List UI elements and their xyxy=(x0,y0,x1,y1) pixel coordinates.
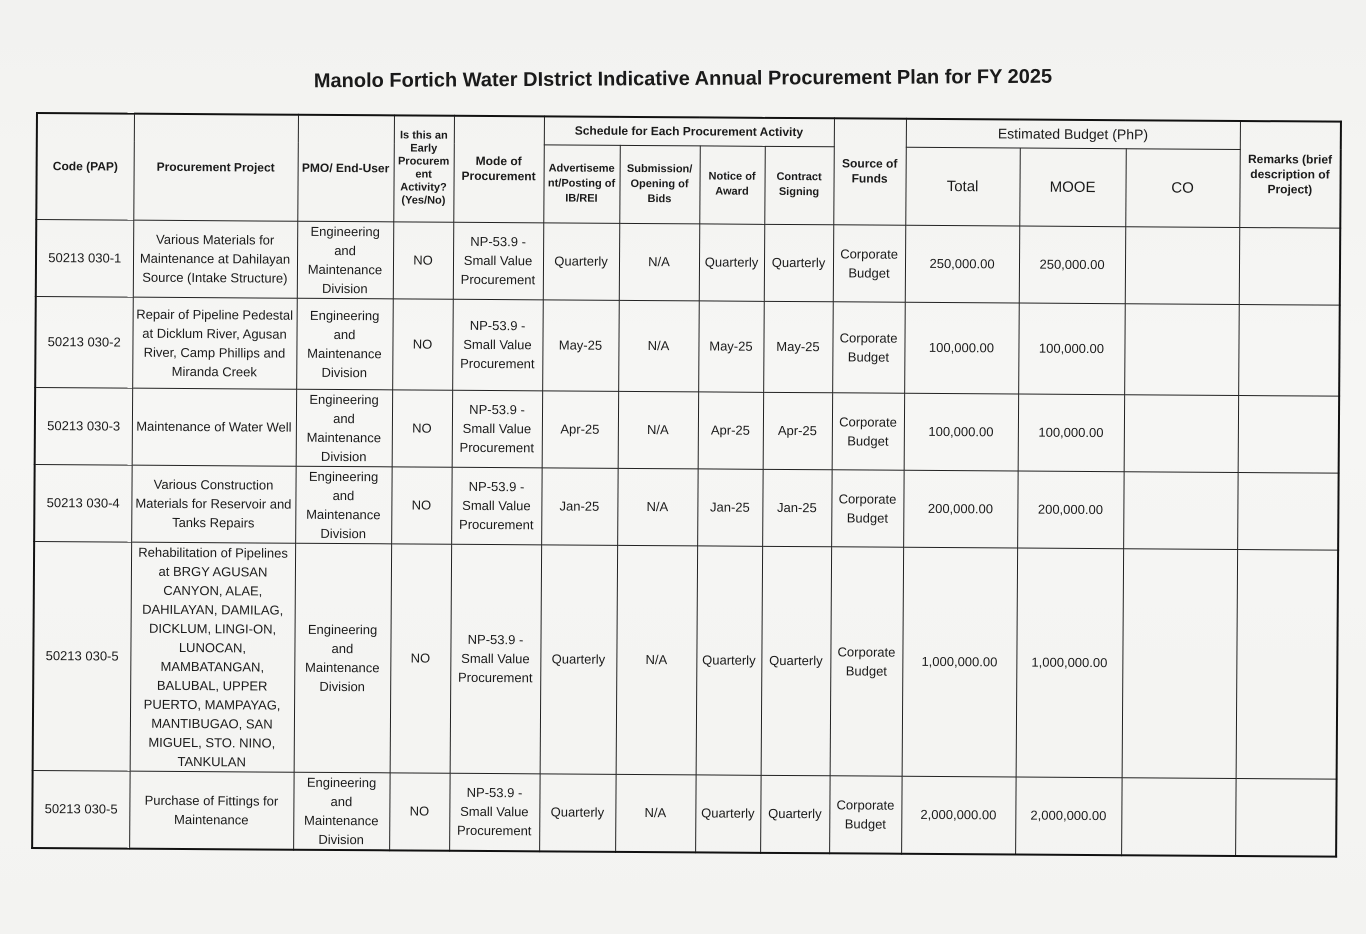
source-cell: Corporate Budget xyxy=(831,469,904,546)
advert-cell: Quarterly xyxy=(539,773,616,852)
header-co: CO xyxy=(1125,148,1240,227)
total-cell: 250,000.00 xyxy=(905,225,1020,303)
code-cell: 50213 030-3 xyxy=(35,387,133,465)
header-project: Procurement Project xyxy=(133,114,298,221)
code-cell: 50213 030-5 xyxy=(32,770,130,849)
early-cell: NO xyxy=(392,298,453,389)
header-mooe: MOOE xyxy=(1019,148,1126,227)
co-cell xyxy=(1121,777,1236,856)
notice-cell: Jan-25 xyxy=(697,468,763,545)
advert-cell: Jan-25 xyxy=(541,467,618,545)
submission-cell: N/A xyxy=(617,468,698,546)
mooe-cell: 250,000.00 xyxy=(1019,226,1126,304)
submission-cell: N/A xyxy=(615,774,696,853)
notice-cell: May-25 xyxy=(698,300,764,391)
submission-cell: N/A xyxy=(618,391,699,469)
co-cell xyxy=(1124,303,1239,395)
early-cell: NO xyxy=(389,772,450,850)
header-source: Source of Funds xyxy=(833,118,906,224)
project-cell: Repair of Pipeline Pedestal at Dicklum River, Agusan River, Camp Phillips and Miranda Creek xyxy=(132,297,297,389)
contract-cell: Jan-25 xyxy=(762,469,832,546)
contract-cell: Quarterly xyxy=(761,546,832,775)
header-submission: Submission/ Opening of Bids xyxy=(619,145,700,224)
pmo-cell: Engineering and Maintenance Division xyxy=(296,298,393,390)
mooe-cell: 1,000,000.00 xyxy=(1016,548,1124,778)
table-row xyxy=(36,219,1341,305)
pmo-cell: Engineering and Maintenance Division xyxy=(296,389,393,467)
submission-cell: N/A xyxy=(618,300,699,392)
header-remarks: Remarks (brief description of Project) xyxy=(1239,121,1341,228)
contract-cell: Quarterly xyxy=(764,224,834,301)
pmo-cell: Engineering and Maintenance Division xyxy=(295,466,392,544)
document-title: Manolo Fortich Water DIstrict Indicative Annual Procurement Plan for FY 2025 xyxy=(313,65,1053,93)
co-cell xyxy=(1123,471,1238,549)
header-schedule: Schedule for Each Procurement Activity xyxy=(544,116,834,146)
source-cell: Corporate Budget xyxy=(832,392,905,469)
mode-cell: NP-53.9 - Small Value Procurement xyxy=(452,390,543,468)
mooe-cell: 2,000,000.00 xyxy=(1015,777,1122,856)
header-advert: Advertiseme nt/Posting of IB/REI xyxy=(543,144,620,223)
code-cell: 50213 030-2 xyxy=(35,296,133,388)
mooe-cell: 100,000.00 xyxy=(1018,303,1125,395)
source-cell: Corporate Budget xyxy=(832,301,905,392)
notice-cell: Apr-25 xyxy=(698,391,764,468)
notice-cell: Quarterly xyxy=(696,545,763,774)
procurement-plan-table xyxy=(31,112,1342,858)
total-cell: 200,000.00 xyxy=(903,470,1018,548)
header-budget: Estimated Budget (PhP) xyxy=(906,119,1240,149)
notice-cell: Quarterly xyxy=(695,774,761,852)
pmo-cell: Engineering and Maintenance Division xyxy=(293,772,390,851)
header-mode: Mode of Procurement xyxy=(453,116,544,223)
source-cell: Corporate Budget xyxy=(829,775,902,853)
code-cell: 50213 030-1 xyxy=(36,219,134,297)
contract-cell: Quarterly xyxy=(760,775,830,853)
total-cell: 100,000.00 xyxy=(904,302,1019,394)
project-cell: Purchase of Fittings for Maintenance xyxy=(129,771,294,850)
source-cell: Corporate Budget xyxy=(833,224,906,301)
remarks-cell xyxy=(1239,227,1341,305)
header-total: Total xyxy=(905,147,1020,226)
mode-cell: NP-53.9 - Small Value Procurement xyxy=(451,467,542,545)
project-cell: Various Materials for Maintenance at Dahilayan Source (Intake Structure) xyxy=(133,220,298,298)
total-cell: 2,000,000.00 xyxy=(901,776,1016,855)
header-row-1 xyxy=(37,113,1341,150)
remarks-cell xyxy=(1237,472,1339,550)
contract-cell: May-25 xyxy=(763,301,833,392)
early-cell: NO xyxy=(391,466,452,543)
total-cell: 1,000,000.00 xyxy=(902,547,1018,777)
header-notice: Notice of Award xyxy=(699,145,765,223)
submission-cell: N/A xyxy=(616,545,698,775)
pmo-cell: Engineering and Maintenance Division xyxy=(297,221,394,299)
project-cell: Rehabilitation of Pipelines at BRGY AGUSAN CANYON, ALAE, DAHILAYAN, DAMILAG, DICKLUM, LINGI-ON, LUNOCAN, MAMBATANGAN, BALUBAL, UPPER PUERTO, MAMPAYAG, MANTIBUGAO, SAN MIGUEL, STO. NINO, TANKULAN xyxy=(130,542,296,772)
table-row xyxy=(35,296,1340,396)
header-pmo: PMO/ End-User xyxy=(297,115,394,222)
table-row xyxy=(35,387,1340,473)
remarks-cell xyxy=(1235,778,1337,857)
table-row xyxy=(34,464,1339,550)
advert-cell: Apr-25 xyxy=(542,390,619,468)
notice-cell: Quarterly xyxy=(699,223,765,300)
total-cell: 100,000.00 xyxy=(904,393,1019,471)
advert-cell: Quarterly xyxy=(540,544,618,773)
co-cell xyxy=(1125,226,1240,304)
co-cell xyxy=(1124,394,1239,472)
source-cell: Corporate Budget xyxy=(830,546,904,775)
co-cell xyxy=(1122,548,1238,778)
table-row xyxy=(33,541,1339,779)
project-cell: Various Construction Materials for Reservoir and Tanks Repairs xyxy=(131,465,296,543)
header-contract: Contract Signing xyxy=(764,146,834,224)
remarks-cell xyxy=(1238,304,1340,396)
contract-cell: Apr-25 xyxy=(763,392,833,469)
early-cell: NO xyxy=(393,221,454,298)
early-cell: NO xyxy=(392,389,453,466)
mooe-cell: 100,000.00 xyxy=(1018,394,1125,472)
early-cell: NO xyxy=(390,543,452,772)
advert-cell: Quarterly xyxy=(543,222,620,300)
header-early: Is this an Early Procurem ent Activity? (Yes/No) xyxy=(393,115,454,221)
header-code: Code (PAP) xyxy=(36,113,134,220)
mooe-cell: 200,000.00 xyxy=(1017,471,1124,549)
code-cell: 50213 030-4 xyxy=(34,464,132,542)
table-row xyxy=(32,770,1337,857)
code-cell: 50213 030-5 xyxy=(33,541,132,771)
mode-cell: NP-53.9 - Small Value Procurement xyxy=(450,544,542,774)
remarks-cell xyxy=(1236,549,1339,779)
pmo-cell: Engineering and Maintenance Division xyxy=(294,543,392,773)
project-cell: Maintenance of Water Well xyxy=(132,388,297,466)
mode-cell: NP-53.9 - Small Value Procurement xyxy=(453,222,544,300)
remarks-cell xyxy=(1238,395,1340,473)
advert-cell: May-25 xyxy=(542,299,619,391)
mode-cell: NP-53.9 - Small Value Procurement xyxy=(449,773,540,852)
mode-cell: NP-53.9 - Small Value Procurement xyxy=(452,299,543,391)
submission-cell: N/A xyxy=(619,223,700,301)
